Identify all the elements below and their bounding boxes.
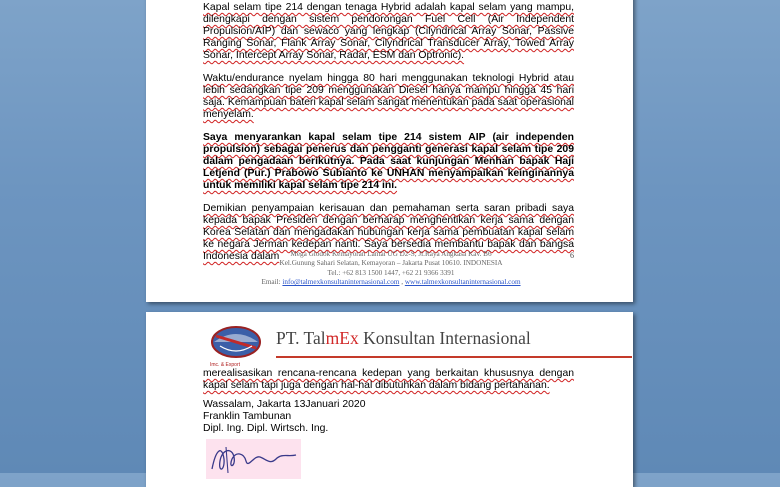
footer-web-link[interactable]: www.talmexkonsultaninternasional.com bbox=[404, 277, 521, 286]
signature-block bbox=[203, 399, 366, 435]
paragraph-continuation[interactable]: merealisasikan rencana-rencana kedepan yang berkaitan khususnya dengan kapal selam tapi juga dengan hal-hal dibutuhkan dalam bidang pertahanan. bbox=[203, 368, 574, 391]
paragraph-2[interactable]: Waktu/endurance nyelam hingga 80 hari menggunakan teknologi Hybrid atau lebih sedangkan tipe 209 menggunakan Diesel hanya mampu hingga 45 hari saja. Kemampuan bateri kapal selam sangat menentukan pada saat operasional menyelam. bbox=[203, 73, 574, 120]
footer-email-link[interactable]: info@talmexkonsultaninternasional.com bbox=[282, 277, 400, 286]
letterhead-divider bbox=[276, 356, 632, 358]
paragraph-4[interactable]: Demikian penyampaian kerisauan dan pemahaman serta saran pribadi saya kepada bapak Presiden dengan berharap menghentikan kerja sama dengan Korea Selatan dan mengadakan hubungan kerja sama pembuatan kapal selam ke negara Jerman kedepan nanti. Saya bersedia membantu bapak dan bangsa Indonesia dalam bbox=[203, 203, 574, 262]
paragraph-1[interactable]: Kapal selam tipe 214 dengan tenaga Hybrid adalah kapal selam yang mampu, dilengkapi dengan sistem pendorongan Fuel Cell (Air Independent Propulsion/AIP) dan sewaco yang lengkap (Cilyndrical Array Sonar, Passive Ranging Sonar, Flank Array Sonar, Cilyndrical Transducer Array, Towed Array Sonar, Intercept Array Sonar, Radar, ESM dan Optronic). bbox=[203, 2, 574, 61]
letterhead bbox=[206, 322, 576, 368]
handwritten-signature-image[interactable] bbox=[206, 439, 301, 479]
signer-title[interactable]: Dipl. Ing. Dipl. Wirtsch. Ing. bbox=[203, 423, 329, 434]
logo-tagline: Imc. & Export bbox=[210, 362, 241, 368]
page-body bbox=[203, 368, 574, 403]
page-number: 6 bbox=[570, 251, 574, 260]
footer-contact: Email: info@talmexkonsultaninternasional.com , www.talmexkonsultaninternasional.com bbox=[261, 277, 521, 286]
page-footer bbox=[206, 250, 576, 287]
footer-address-line-1: Mega Glodok Kemayoran Lantai UG D2-S, Jl.Raya Angkasa Kav. B6 bbox=[290, 250, 492, 258]
footer-address-line-2: Kel.Gunung Sahari Selatan, Kemayoran – Jakarta Pusat 10610. INDONESIA bbox=[279, 259, 503, 268]
company-name: PT. TalmEx Konsultan Internasional bbox=[276, 328, 531, 348]
document-page-7 bbox=[146, 312, 633, 487]
page-body bbox=[203, 2, 574, 274]
signer-name[interactable]: Franklin Tambunan bbox=[203, 411, 292, 422]
document-page-6 bbox=[146, 0, 633, 302]
company-logo-icon bbox=[210, 322, 262, 362]
closing-line[interactable]: Wassalam, Jakarta 13Januari 2020 bbox=[203, 399, 366, 410]
paragraph-3[interactable]: Saya menyarankan kapal selam tipe 214 sistem AIP (air independen propulsion) sebagai penerus dan pengganti generasi kapal selam tipe 209 dalam pengadaan berikutnya. Pada saat kunjungan Menhan bapak Haji Letjend (Pur.) Prabowo Subianto ke UNHAN menyampaikan keinginannya untuk memiliki kapal selam tipe 214 ini. bbox=[203, 132, 574, 191]
footer-phone: Tel.: +62 813 1500 1447, +62 21 9366 3391 bbox=[327, 268, 455, 277]
footer-email-label: Email: bbox=[261, 277, 281, 286]
